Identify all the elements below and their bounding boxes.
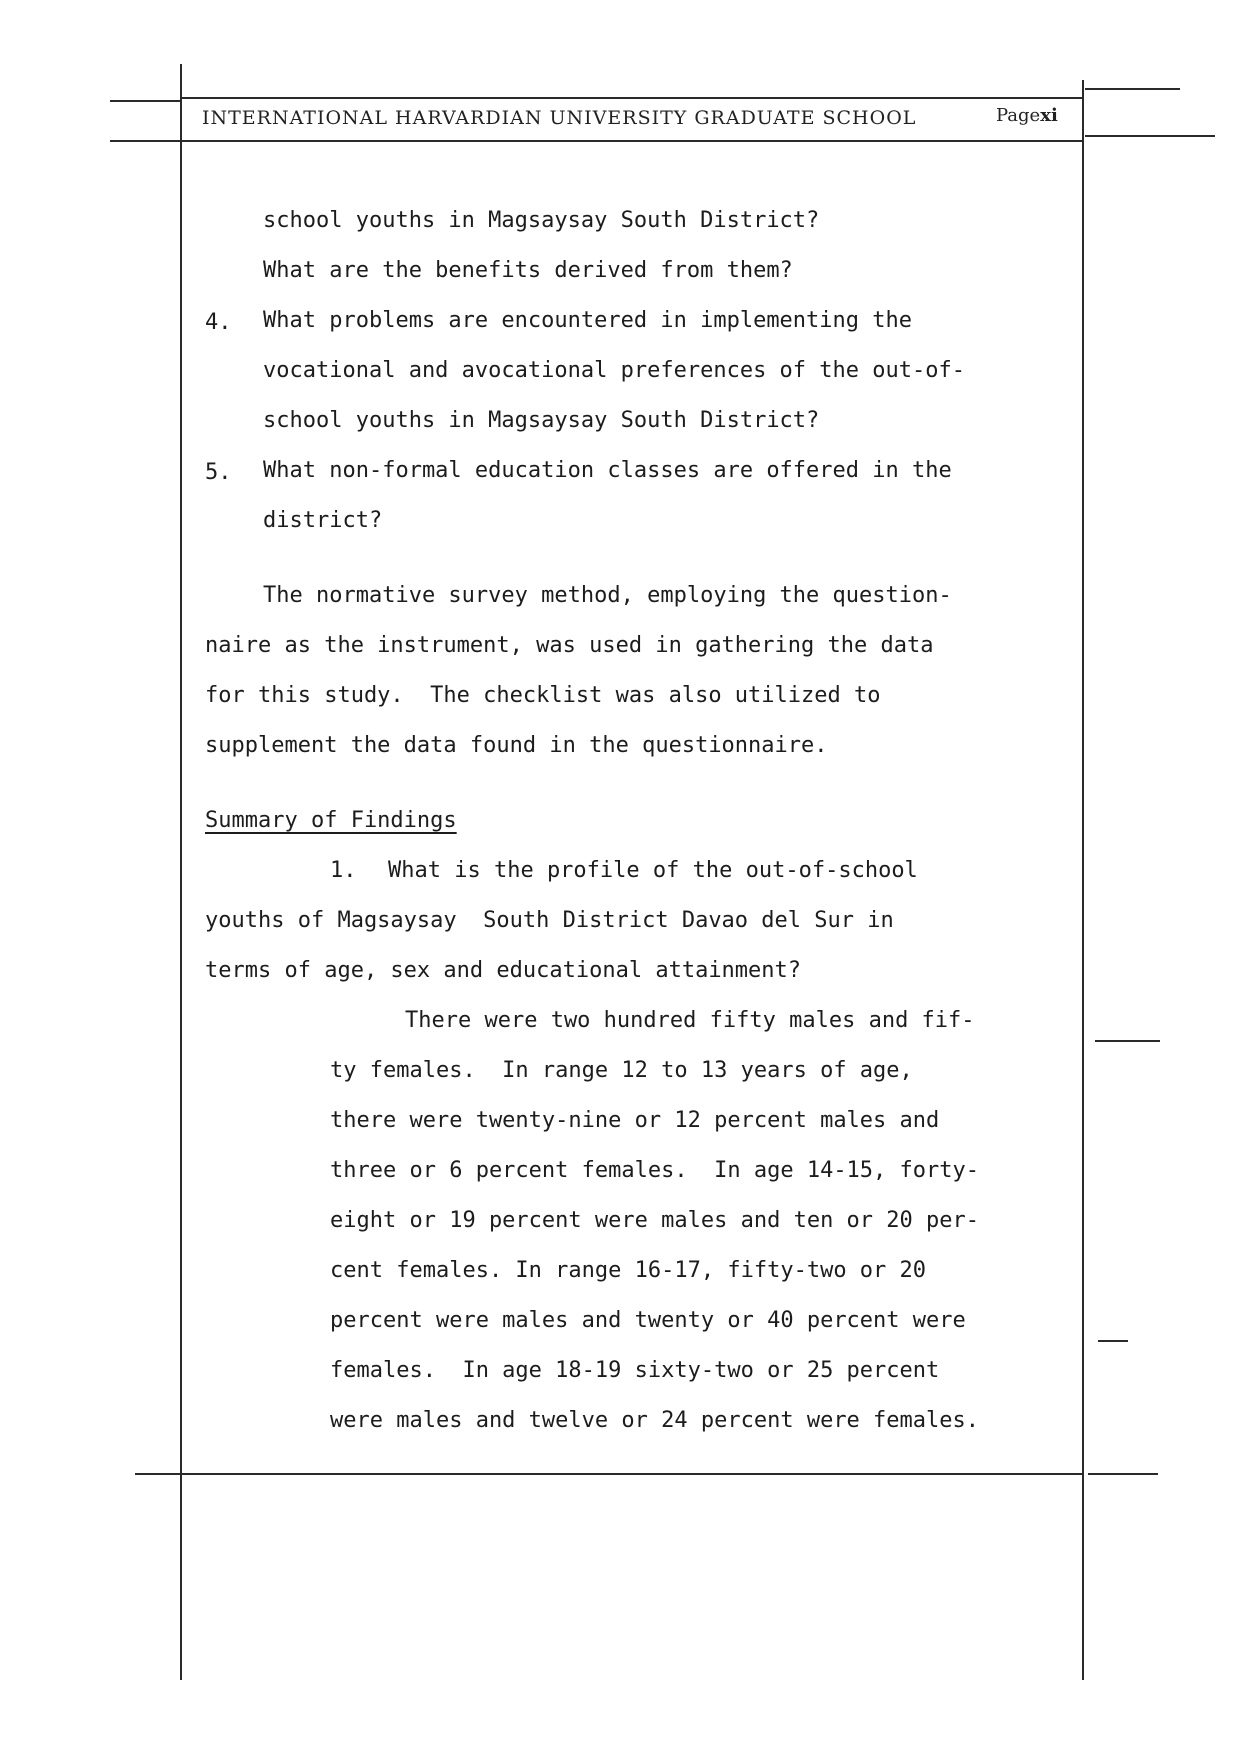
page-number: xi	[1040, 105, 1058, 126]
answer-line-8: females. In age 18-19 sixty-two or 25 percent	[330, 1358, 940, 1383]
answer-line-4: three or 6 percent females. In age 14-15, forty-	[330, 1158, 980, 1183]
method-line-1: The normative survey method, employing the question-	[263, 583, 952, 608]
side-mark-2	[1098, 1340, 1128, 1342]
summary-question-number: 1.	[330, 858, 357, 883]
header-top-rule-right	[1085, 88, 1180, 90]
header-top-rule	[180, 97, 1082, 99]
answer-line-9: were males and twelve or 24 percent were females.	[330, 1408, 980, 1433]
item-4-line-2: vocational and avocational preferences of the out-of-	[263, 358, 965, 383]
footer-rule-left	[135, 1473, 180, 1475]
header-top-rule-left	[110, 100, 180, 102]
answer-line-2: ty females. In range 12 to 13 years of age,	[330, 1058, 913, 1083]
footer-rule	[180, 1473, 1082, 1475]
question-continuation-line-1: school youths in Magsaysay South District?	[263, 208, 820, 233]
footer-rule-right	[1088, 1473, 1158, 1475]
question-continuation-line-2: What are the benefits derived from them?	[263, 258, 793, 283]
method-line-3: for this study. The checklist was also utilized to	[205, 683, 881, 708]
method-line-2: naire as the instrument, was used in gathering the data	[205, 633, 934, 658]
summary-question-line-3: terms of age, sex and educational attainment?	[205, 958, 802, 983]
answer-line-3: there were twenty-nine or 12 percent males and	[330, 1108, 940, 1133]
item-5-line-2: district?	[263, 508, 383, 533]
header-bottom-rule-right	[1085, 135, 1215, 137]
summary-heading: Summary of Findings	[205, 808, 457, 833]
header-bottom-rule-left	[110, 140, 180, 142]
item-5-number: 5.	[205, 460, 232, 485]
page-label	[996, 105, 1058, 126]
item-4-line-1: What problems are encountered in implementing the	[263, 308, 913, 333]
answer-line-1: There were two hundred fifty males and fif-	[405, 1008, 975, 1033]
item-5-line-1: What non-formal education classes are offered in the	[263, 458, 952, 483]
item-4-number: 4.	[205, 310, 232, 335]
header-bottom-rule	[180, 140, 1082, 142]
item-4-line-3: school youths in Magsaysay South District?	[263, 408, 820, 433]
method-line-4: supplement the data found in the questionnaire.	[205, 733, 828, 758]
page-header-title: INTERNATIONAL HARVARDIAN UNIVERSITY GRADUATE SCHOOL	[202, 107, 917, 129]
left-margin-line	[180, 64, 182, 1680]
right-margin-line	[1082, 80, 1084, 1680]
answer-line-5: eight or 19 percent were males and ten or 20 per-	[330, 1208, 980, 1233]
page-label-text: Page	[996, 105, 1041, 126]
summary-question-line-2: youths of Magsaysay South District Davao del Sur in	[205, 908, 894, 933]
answer-line-6: cent females. In range 16-17, fifty-two or 20	[330, 1258, 927, 1283]
answer-line-7: percent were males and twenty or 40 percent were	[330, 1308, 966, 1333]
side-mark-1	[1095, 1040, 1160, 1042]
summary-question-line-1: What is the profile of the out-of-school	[388, 858, 918, 883]
